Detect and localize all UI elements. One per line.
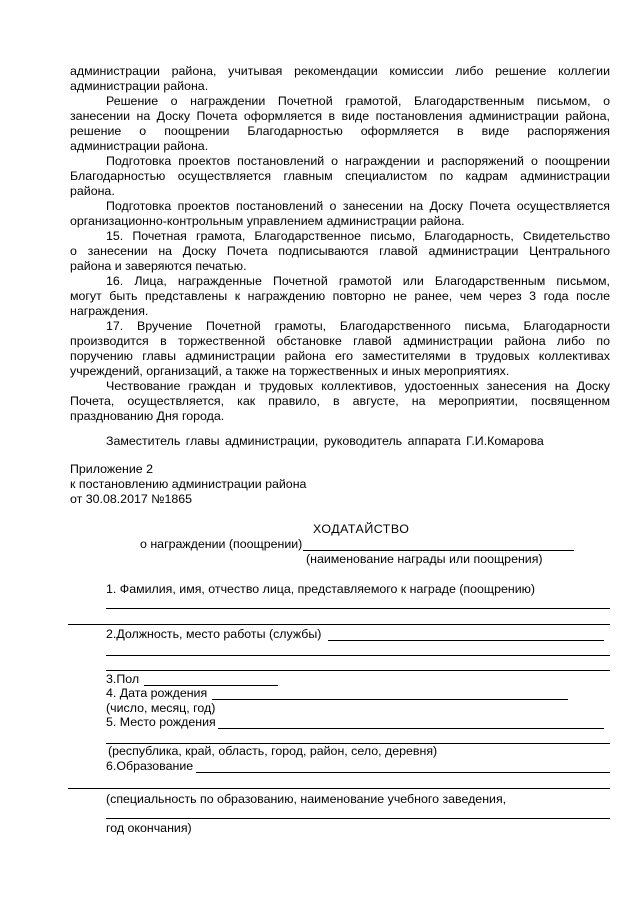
body-line: о занесении на Доску Почета подписываются главой администрации Центрального	[70, 244, 610, 258]
sex-label: 3.Пол	[106, 672, 140, 686]
body-line: администрации района.	[70, 139, 209, 153]
body-line: 16. Лица, награжденные Почетной грамотой или Благодарственным письмом,	[106, 274, 610, 288]
body-line: занесении на Доску Почета оформляется в виде постановления администрации района,	[70, 109, 610, 123]
body-line: решение о поощрении Благодарностью оформляется в виде распоряжения	[70, 124, 610, 138]
birthplace-hint: (республика, край, область, город, район, село, деревня)	[108, 744, 438, 758]
position-field-line[interactable]	[328, 640, 604, 641]
body-line: производится в торжественной обстановке главой администрации района либо по	[70, 334, 610, 348]
fio-field-line-2[interactable]	[68, 624, 610, 625]
body-line: администрации района, учитывая рекомендации комиссии либо решение коллегии	[70, 64, 610, 78]
award-label: о награждении (поощрении)	[140, 537, 303, 551]
appendix-reference: к постановлению администрации района	[70, 477, 307, 491]
body-line: празднованию Дня города.	[70, 409, 225, 423]
body-line: района и заверяются печатью.	[70, 259, 247, 273]
education-field-line-2[interactable]	[68, 788, 610, 789]
education-field-line[interactable]	[196, 772, 610, 773]
body-line: Чествование граждан и трудовых коллективов, удостоенных занесения на Доску	[106, 379, 610, 393]
award-hint: (наименование награды или поощрения)	[306, 552, 543, 566]
education-hint-2: год окончания)	[106, 821, 192, 835]
appendix-date: от 30.08.2017 №1865	[70, 492, 193, 506]
body-line: Благодарностью осуществляется главным специалистом по кадрам администрации	[70, 169, 610, 183]
body-line: Почета, осуществляется, как правило, в августе, на мероприятии, посвященном	[70, 394, 610, 408]
body-line: Подготовка проектов постановлений о награждении и распоряжений о поощрении	[106, 154, 610, 168]
education-field-line-3[interactable]	[106, 818, 610, 819]
award-field-line[interactable]	[303, 550, 574, 551]
birthdate-label: 4. Дата рождения	[106, 686, 208, 700]
education-hint: (специальность по образованию, наименование учебного заведения,	[106, 792, 507, 806]
appendix-title: Приложение 2	[70, 462, 154, 476]
fio-label: 1. Фамилия, имя, отчество лица, представляемого к награде (поощрению)	[106, 582, 536, 596]
birthplace-field-line[interactable]	[218, 728, 604, 729]
fio-field-line[interactable]	[106, 608, 610, 609]
body-line: награждения.	[70, 304, 149, 318]
body-line: Решение о награждении Почетной грамотой, Благодарственным письмом, о	[106, 94, 610, 108]
birthdate-hint: (число, месяц, год)	[106, 701, 216, 715]
body-line: 15. Почетная грамота, Благодарственное письмо, Благодарность, Свидетельство	[106, 229, 610, 243]
birthplace-label: 5. Место рождения	[106, 715, 216, 729]
position-label: 2.Должность, место работы (службы)	[106, 627, 322, 641]
body-line: учреждений, организаций, а также на торжественных и иных мероприятиях.	[70, 364, 510, 378]
position-field-line-3[interactable]	[106, 670, 610, 671]
body-line: 17. Вручение Почетной грамоты, Благодарственного письма, Благодарности	[106, 319, 610, 333]
body-line: могут быть представлены к награждению повторно не ранее, чем через 3 года после	[70, 289, 610, 303]
education-label: 6.Образование	[106, 759, 194, 773]
birthdate-field-line[interactable]	[212, 699, 568, 700]
position-field-line-2[interactable]	[106, 655, 610, 656]
body-line: организационно-контрольным управлением администрации района.	[70, 214, 465, 228]
body-line: администрации района.	[70, 79, 209, 93]
body-line: Подготовка проектов постановлений о занесении на Доску Почета осуществляется	[106, 199, 610, 213]
body-line: поручению главы администрации района его заместителями в трудовых коллективах	[70, 349, 610, 363]
body-line: района.	[70, 184, 115, 198]
form-title: ХОДАТАЙСТВО	[313, 522, 410, 536]
signature-line: Заместитель главы администрации, руководитель аппарата Г.И.Комарова	[106, 434, 544, 448]
